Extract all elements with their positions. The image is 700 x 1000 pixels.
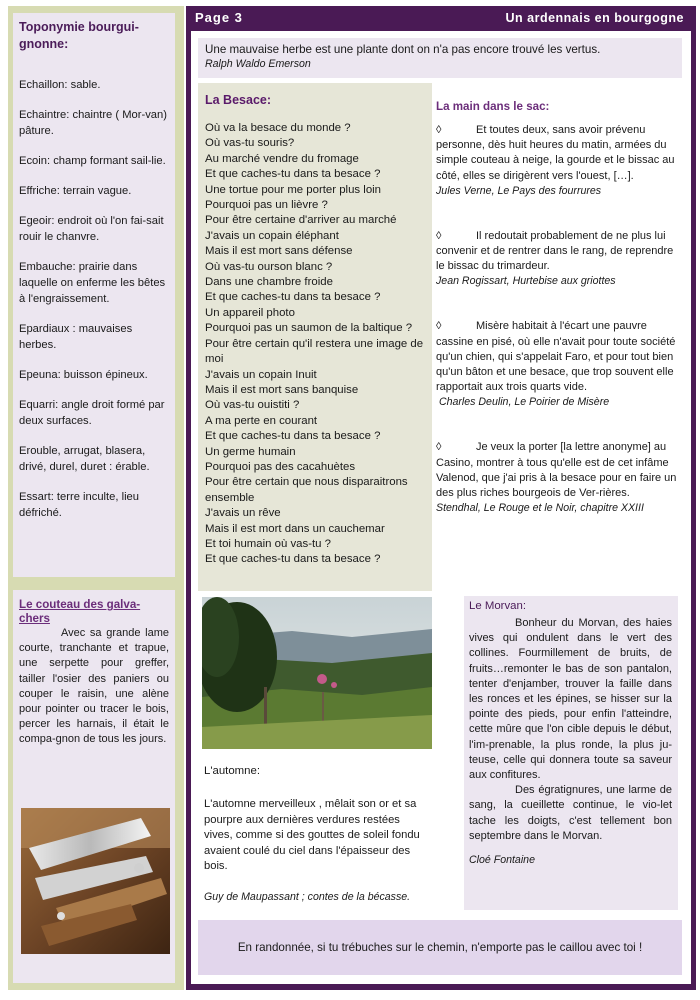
poem-line: Mais il est mort sans banquise [205, 383, 359, 396]
epigraph-author: Ralph Waldo Emerson [205, 58, 311, 70]
citation-author: Charles Deulin [438, 396, 509, 409]
poem-line: Et que caches-tu dans ta besace ? [205, 291, 381, 304]
glossary-entry: Equarri: angle droit formé par deux surfaces. [19, 399, 165, 427]
poem-line: Un germe humain [205, 445, 296, 458]
citation-author: Stendhal [436, 502, 478, 515]
glossary-entry: Epardiaux : mauvaises herbes. [19, 323, 133, 351]
citation-author: Jean Rogissart [436, 275, 507, 288]
poem-line: Pour être certain que nous disparaitrons ensemble [205, 476, 408, 504]
poem-line: Où vas-tu ouistiti ? [205, 399, 300, 412]
poem-line: Et toi humain où vas-tu ? [205, 537, 331, 550]
newsletter-title: Un ardennais en bourgogne [505, 11, 684, 25]
glossary-entry: Egeoir: endroit où l'on fai-sait rouir le chanvre. [19, 215, 164, 243]
diamond-bullet-icon: ◊ [436, 229, 442, 242]
poem-line: J'avais un rêve [205, 507, 281, 520]
glossary-entry: Embauche: prairie dans laquelle on enferme les bêtes à l'engraissement. [19, 261, 166, 305]
poem-title: La Besace: [205, 93, 272, 107]
autumn-source: Guy de Maupassant ; contes de la bécasse. [204, 890, 411, 903]
glossary-entry: Essart: terre inculte, lieu défriché. [19, 491, 140, 519]
poem-box [198, 83, 432, 591]
poem-line: Mais il est mort dans un cauchemar [205, 522, 385, 535]
poem-line: Mais il est mort sans défense [205, 245, 353, 258]
morvan-signature: Cloé Fontaine [469, 854, 535, 867]
poem-lines [205, 121, 426, 568]
page-number: Page 3 [195, 10, 243, 25]
glossary-entry: Erouble, arrugat, blasera, drivé, durel, duret : érable. [19, 445, 150, 473]
citation-text: Il redoutait probablement de ne plus lui convenir et de rentrer dans le rang, de reprendre le bissac du trimardeur. [436, 229, 674, 273]
citations-title: La main dans le sac: [436, 100, 550, 113]
poem-line: Où va la besace du monde ? [205, 122, 351, 134]
citation-text: Misère habitait à l'écart une pauvre cassine en pisé, où elle n'avait pour toute société qu'un chien, qui s'appelait Faro, et pour tout bien qu'un bâton et une besace, que trop souvent elle rapportait aux trois quarts vide. [436, 320, 676, 394]
poem-line: Et que caches-tu dans ta besace ? [205, 168, 381, 181]
diamond-bullet-icon: ◊ [436, 124, 442, 136]
knife-text: Avec sa grande lame courte, tranchante et trapue, une serpette pour greffer, tailler l'osier des paniers ou couper le raisin, une alène pour pointer ou tracer le bois, percer les harnais, il était le compa-gnon de tous les jours. [19, 627, 169, 746]
poem-line: A ma perte en courant [205, 414, 318, 427]
poem-line: Et que caches-tu dans ta besace ? [205, 430, 381, 443]
glossary-entry: Echaillon: sable. [19, 79, 101, 91]
citation-author: Jules Verne [436, 184, 492, 197]
autumn-text: L'automne merveilleux , mêlait son or et sa pourpre aux dernières verdures restées vives, comme si des gouttes de soleil fondu avaient coulé du ciel dans l'épaisseur des bois. [204, 798, 420, 873]
citation-work: Le Poirier de Misère [514, 396, 610, 409]
autumn-title: L'automne: [204, 765, 261, 777]
morvan-paragraph: Des égratignures, une larme de sang, la cueillette continue, le vio-let tache les doigts, c'est tellement bon septembre dans le Morvan. [469, 784, 672, 842]
autumn-box [198, 757, 432, 912]
poem-line: Où vas-tu souris? [205, 137, 295, 150]
citation-text: Et toutes deux, sans avoir prévenu personne, dès huit heures du matin, armées du simple couteau à neige, la gourde et le bissac au côté, elles se dirigèrent vers l'ouest, […]. [436, 124, 675, 182]
glossary-entry: Ecoin: champ formant sail-lie. [19, 155, 166, 167]
knife-photo [21, 808, 170, 954]
knife-title: Le couteau des galva-chers [19, 598, 141, 625]
poem-line: Pour être certain qu'il restera une image de moi [205, 337, 424, 366]
proverb-text: En randonnée, si tu trébuches sur le chemin, n'emporte pas le caillou avec toi ! [237, 941, 643, 954]
epigraph-text: Une mauvaise herbe est une plante dont on n'a pas encore trouvé les vertus. [205, 43, 601, 56]
glossary-entry: Epeuna: buisson épineux. [19, 369, 148, 381]
citation-item: ◊ Et toutes deux, sans avoir prévenu personne, dès huit heures du matin, armées du simple couteau à neige, la gourde et le bissac au côté, elles se dirigèrent vers l'ouest, […]. Jules Verne, Le Pays des fourrures [436, 124, 675, 197]
citation-work: Le Pays des fourrures [497, 184, 602, 197]
epigraph-box [198, 38, 682, 78]
poem-line: Pour être certaine d'arriver au marché [205, 214, 397, 227]
morvan-paragraph: Bonheur du Morvan, des haies vives qui ondulent dans le vert des collines. Fourmillement de bruits, de fruits…remonter le bas de son pantalon, tenter d'enjamber, trouver la faille dans les ronces et les épines, se hisser sur la pointe des pieds, pour enfin l'atteindre, cette mûre que l'on cible depuis le début, l'im-prenable, la plus ronde, la plus ju-teuse, celle qui donnera toute sa saveur aux confitures. [469, 617, 672, 782]
poem-line: Où vas-tu ourson blanc ? [205, 260, 333, 273]
citation-work: Hurtebise aux griottes [512, 275, 616, 288]
citation-work: Le Rouge et le Noir, chapitre XXIII [483, 502, 644, 515]
citation-item: ◊ Je veux la porter [la lettre anonyme] au Casino, montrer à tous qu'elle est de cet infâme Valenod, que j'ai pris à la besace pour en faire un des plus riches bourgeois de Ver-rières. Stendhal, Le Rouge et le Noir, chapitre XXIII [436, 441, 677, 515]
poem-line: Un appareil photo [205, 306, 295, 319]
glossary-entry: Effriche: terrain vague. [19, 185, 132, 197]
morvan-title: Le Morvan: [469, 600, 526, 612]
diamond-bullet-icon: ◊ [436, 441, 442, 454]
poem-line: Et que caches-tu dans ta besace ? [205, 553, 381, 566]
morvan-box [464, 596, 678, 910]
poem-line: Dans une chambre froide [205, 276, 333, 289]
citation-text: Je veux la porter [la lettre anonyme] au Casino, montrer à tous qu'elle est de cet infâme Valenod, que j'ai pris à la besace pour en faire un des plus riches bourgeois de Ver-rières. [436, 441, 677, 500]
poem-line: Au marché vendre du fromage [205, 152, 359, 165]
poem-line: Pourquoi pas un lièvre ? [205, 199, 328, 212]
proverb-box [198, 920, 682, 975]
citation-item: ◊ Il redoutait probablement de ne plus lui convenir et de rentrer dans le rang, de reprendre le bissac du trimardeur. Jean Rogissart, Hurtebise aux griottes [436, 229, 674, 288]
poem-line: J'avais un copain éléphant [205, 229, 339, 242]
poem-line: J'avais un copain Inuit [205, 368, 317, 381]
poem-line: Pourquoi pas des cacahuètes [205, 460, 356, 473]
citation-item: ◊ Misère habitait à l'écart une pauvre cassine en pisé, où elle n'avait pour toute société qu'un chien, qui s'appelait Faro, et pour tout bien qu'un bâton et une besace, que trop souvent elle rapportait aux trois quarts vide. Charles Deulin, Le Poirier de Misère [436, 320, 676, 409]
glossary-title: Toponymie bourgui-gnonne: [19, 20, 139, 51]
diamond-bullet-icon: ◊ [436, 320, 442, 333]
glossary-entry: Echaintre: chaintre ( Mor-van) pâture. [19, 109, 167, 137]
citations-column [436, 100, 678, 546]
autumn-landscape-photo [202, 597, 432, 749]
poem-line: Une tortue pour me porter plus loin [205, 183, 382, 196]
poem-line: Pourquoi pas un saumon de la baltique ? [205, 322, 413, 335]
glossary-box [13, 13, 175, 577]
